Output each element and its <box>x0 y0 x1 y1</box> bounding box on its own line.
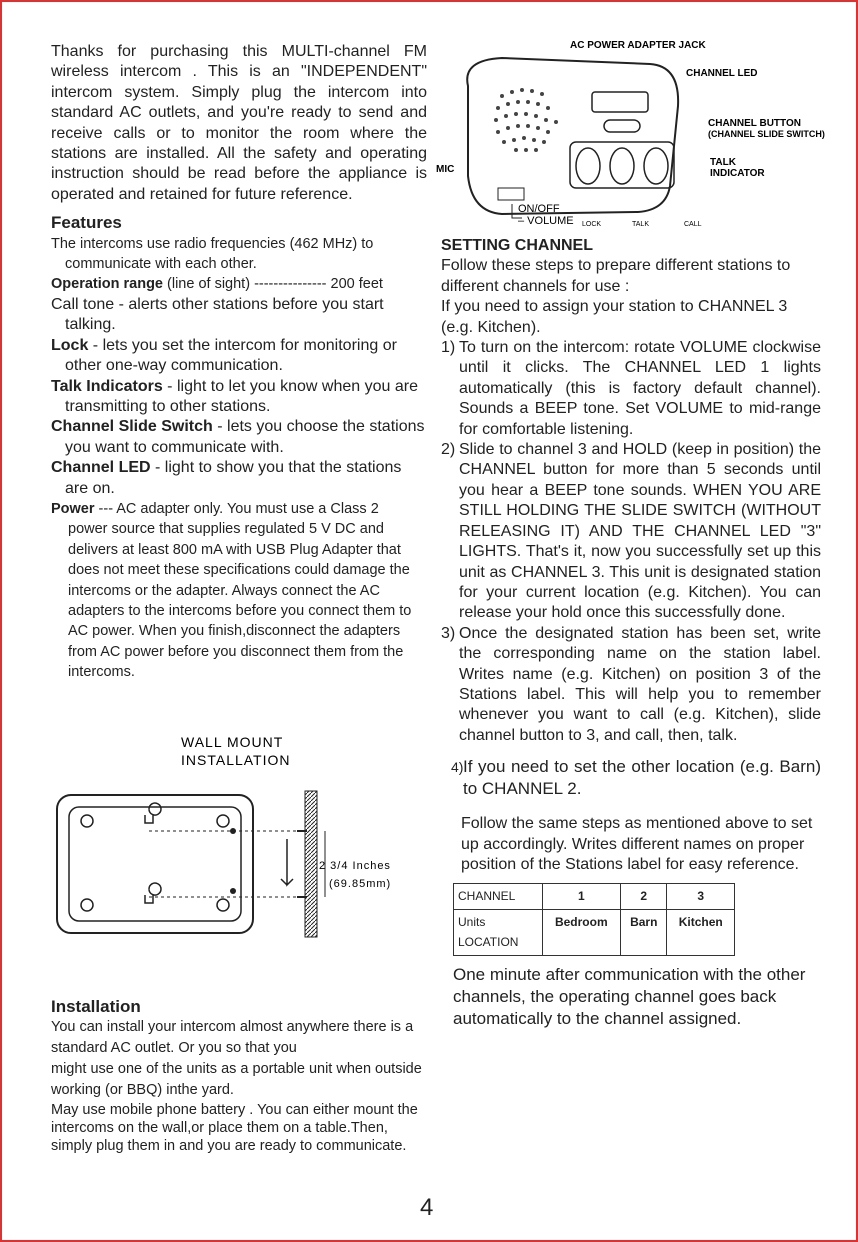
feature-call-tone: Call tone - alerts other stations before you start talking. <box>51 295 384 334</box>
label-volume: – VOLUME <box>518 215 574 227</box>
mount-point-icon <box>230 888 236 894</box>
setting-channel-heading: SETTING CHANNEL <box>441 237 593 254</box>
speaker-grille-icon <box>494 88 558 152</box>
lock-button <box>576 148 600 184</box>
label-lock: LOCK <box>582 221 602 228</box>
label-talk-indicator-2: INDICATOR <box>710 168 765 179</box>
label-channel-slide: (CHANNEL SLIDE SWITCH) <box>708 129 825 139</box>
wall-mount-title-1: WALL MOUNT <box>181 733 284 750</box>
feature-radio: The intercoms use radio frequencies (462 MHz) to communicate with each other. <box>51 235 374 273</box>
follow-paragraph: Follow the same steps as mentioned above to set up accordingly. Writes different names on proper position of the Stations label for easy reference. <box>461 815 813 873</box>
keyhole-icon <box>145 803 161 823</box>
channel-location-table <box>453 883 735 955</box>
channel-slide-switch <box>604 120 640 132</box>
screw-hole-icon <box>217 899 229 911</box>
step-3: 3) Once the designated station has been set, write the corresponding name on the station label. Writes name (e.g. Kitchen) on position 3 of the Stations label. This will help you to remember whenever you want to call (e.g. Kitchen), slide channel button to 3, and call, then, talk. <box>441 624 821 744</box>
intercom-device-diagram <box>432 36 832 236</box>
talk-button <box>610 148 634 184</box>
screw-hole-icon <box>217 815 229 827</box>
features-heading: Features <box>51 213 122 233</box>
screw-hole-icon <box>81 815 93 827</box>
feature-power-body: power source that supplies regulated 5 V DC and delivers at least 800 mA with USB Plug Adapter that does not meet these specifications could damage the intercoms or the adapter. Always connect the AC adapters to the intercoms before you connect them to AC power. When you finish,disconnect the adapters from AC power before you disconnect them from the intercoms. <box>68 521 412 681</box>
dimension-mm: (69.85mm) <box>329 877 392 890</box>
left-column <box>51 42 427 1155</box>
dimension-inches: 2 3/4 Inches <box>319 859 391 872</box>
label-channel-button: CHANNEL BUTTON <box>708 118 801 129</box>
step-2: 2) Slide to channel 3 and HOLD (keep in position) the CHANNEL button for more than 5 seconds until you hear a BEEP tone sounds. WHEN YOU ARE STILL HOLDING THE SLIDE SWITCH (WITHOUT RELEASING IT) AND THE CHANNEL LED "3" LIGHTS. That's it, now you successfully set up this unit as CHANNEL 3. This unit is designated station for your current location (e.g. Kitchen). You can release your hold once this successfully done. <box>441 441 821 622</box>
keyhole-icon <box>145 883 161 903</box>
table-header-3: 3 <box>667 884 735 909</box>
after-paragraph: One minute after communication with the other channels, the operating channel goes back automatically to the channel assigned. <box>453 964 806 1028</box>
table-cell-barn: Barn <box>621 909 667 955</box>
label-call: CALL <box>684 221 702 228</box>
installation-line-2: might use one of the units as a portable unit when outside working (or BBQ) inthe yard. <box>51 1061 422 1098</box>
setting-intro-2: If you need to assign your station to CHANNEL 3 (e.g. Kitchen). <box>441 298 788 336</box>
arrow-icon <box>281 839 293 885</box>
volume-knob <box>498 188 524 200</box>
label-ac-jack: AC POWER ADAPTER JACK <box>570 40 706 51</box>
feature-channel-led: Channel LED - light to show you that the stations are on. <box>51 459 402 497</box>
table-cell-kitchen: Kitchen <box>667 909 735 955</box>
wall-mount-title-2: INSTALLATION <box>181 751 291 768</box>
label-mic: MIC <box>436 164 455 175</box>
installation-line-1: You can install your intercom almost anywhere there is a standard AC outlet. Or you so that you <box>51 1019 414 1056</box>
step-4: 4) If you need to set the other location (e.g. Barn) to CHANNEL 2. <box>451 757 821 799</box>
setting-intro-1: Follow these steps to prepare different stations to different channels for use : <box>441 257 791 295</box>
page-number: 4 <box>420 1194 434 1221</box>
table-header-2: 2 <box>621 884 667 909</box>
label-talk: TALK <box>632 221 649 228</box>
screw-hole-icon <box>81 899 93 911</box>
right-column <box>441 236 821 1030</box>
label-onoff: ON/OFF <box>518 203 560 215</box>
feature-talk-indicators: Talk Indicators - light to let you know when you are transmitting to other stations. <box>51 377 418 415</box>
installation-heading: Installation <box>51 996 141 1016</box>
feature-range: Operation range (line of sight) --------------- 200 feet <box>51 276 383 293</box>
label-channel-led: CHANNEL LED <box>686 68 758 79</box>
wall-section <box>305 791 317 937</box>
channel-led-panel <box>592 92 648 112</box>
wall-mount-diagram <box>51 729 427 949</box>
step-1: 1) To turn on the intercom: rotate VOLUME clockwise until it clicks. The CHANNEL LED 1 lights automatically (this is factory default channel). Sounds a BEEP tone. Set VOLUME to mid-range for comfortable listening. <box>441 339 821 438</box>
label-talk-indicator-1: TALK <box>710 157 736 168</box>
feature-lock: Lock - lets you set the intercom for monitoring or other one-way communication. <box>51 336 397 375</box>
feature-slide-switch: Channel Slide Switch - lets you choose the stations you want to communicate with. <box>51 418 425 456</box>
feature-power: Power --- AC adapter only. You must use a Class 2 <box>51 500 379 517</box>
table-header-1: 1 <box>542 884 621 909</box>
intro-paragraph: Thanks for purchasing this MULTI-channel FM wireless intercom . This is an "INDEPENDENT" intercom system. Simply plug the intercom into standard AC outlets, and you're ready to send and receive calls or to monitor the room where the stations are installed. All the safety and operating instruction should be read before the appliance is operated and retained for future reference. <box>51 43 427 203</box>
device-body <box>467 58 678 214</box>
table-units-location: Units LOCATION <box>454 909 543 955</box>
call-button <box>644 148 668 184</box>
installation-line-3: May use mobile phone battery . You can either mount the intercoms on the wall,or place them on a table.Then, simply plug them in and you are ready to communicate. <box>51 1102 418 1154</box>
table-header-channel: CHANNEL <box>454 884 543 909</box>
table-cell-bedroom: Bedroom <box>542 909 621 955</box>
mount-plate-inner <box>69 807 241 921</box>
